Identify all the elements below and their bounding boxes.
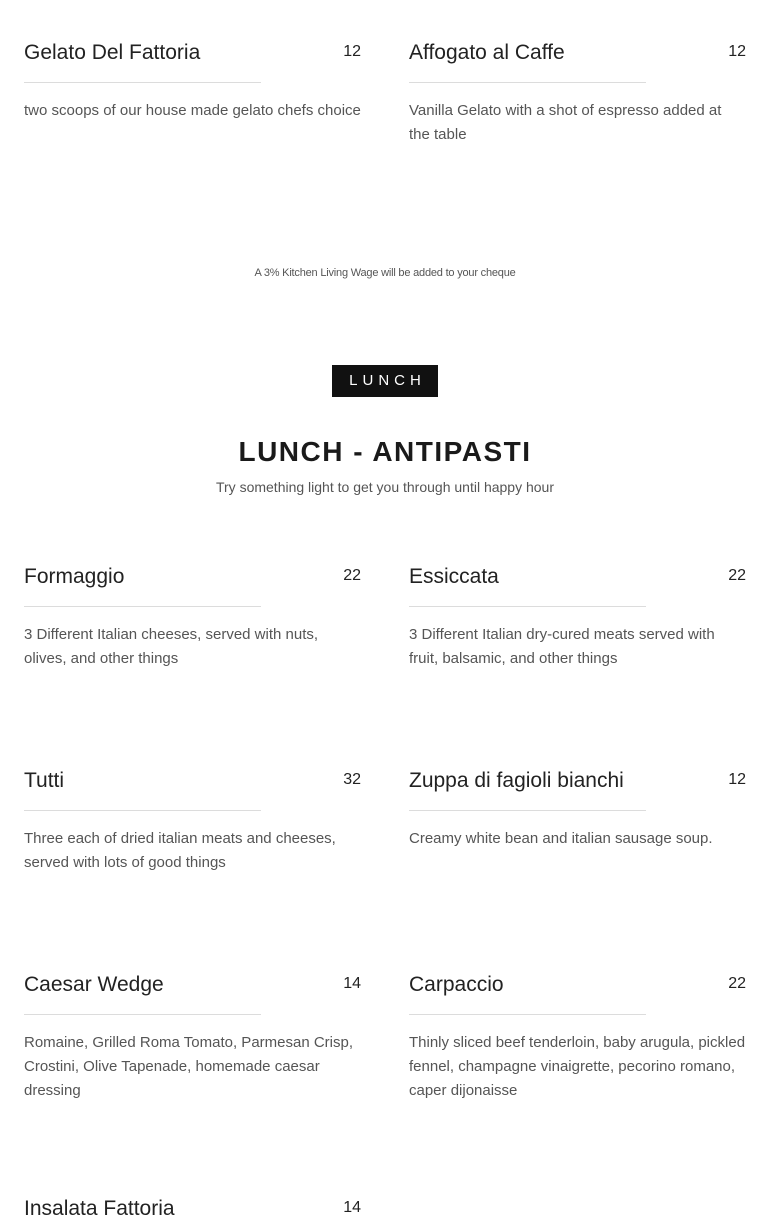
menu-item-name: Insalata Fattoria — [24, 1197, 175, 1220]
menu-item-price: 14 — [343, 1199, 361, 1216]
menu-item-name: Essiccata — [409, 565, 499, 588]
menu-item-gelato — [24, 38, 361, 123]
menu-item-price: 12 — [343, 43, 361, 60]
menu-item-divider — [24, 810, 261, 811]
menu-item-description: Thinly sliced beef tenderloin, baby arugula, pickled fennel, champagne vinaigrette, pecorino romano, caper dijonaisse — [409, 1034, 746, 1099]
menu-item-name: Affogato al Caffe — [409, 41, 565, 64]
menu-item-description: two scoops of our house made gelato chefs choice — [24, 102, 361, 119]
menu-item-caesar-wedge — [24, 970, 361, 1103]
menu-item-description: Creamy white bean and italian sausage soup. — [409, 830, 713, 847]
menu-item-divider — [409, 606, 646, 607]
menu-item-price: 22 — [728, 975, 746, 992]
menu-item-description: 3 Different Italian dry-cured meats served with fruit, balsamic, and other things — [409, 626, 715, 667]
menu-item-carpaccio — [409, 970, 746, 1103]
menu-item-price: 14 — [343, 975, 361, 992]
menu-item-name: Zuppa di fagioli bianchi — [409, 769, 624, 792]
menu-item-description: Romaine, Grilled Roma Tomato, Parmesan Crisp, Crostini, Olive Tapenade, homemade caesar dressing — [24, 1034, 354, 1099]
menu-item-name: Formaggio — [24, 565, 125, 588]
menu-item-divider — [24, 606, 261, 607]
menu-item-name: Tutti — [24, 769, 65, 792]
menu-item-formaggio — [24, 562, 361, 671]
menu-item-tutti — [24, 766, 361, 875]
menu-item-divider — [409, 82, 646, 83]
menu-item-divider — [24, 82, 261, 83]
menu-item-price: 12 — [728, 43, 746, 60]
living-wage-note: A 3% Kitchen Living Wage will be added to your cheque — [254, 267, 516, 279]
menu-item-essiccata — [409, 562, 746, 671]
menu-item-zuppa — [409, 766, 746, 851]
menu-item-name: Gelato Del Fattoria — [24, 41, 201, 64]
section-title: LUNCH - ANTIPASTI — [238, 436, 532, 467]
menu-item-insalata — [24, 1194, 361, 1224]
menu-item-divider — [409, 1014, 646, 1015]
menu-item-description: Vanilla Gelato with a shot of espresso added at the table — [409, 102, 722, 143]
menu-item-description: 3 Different Italian cheeses, served with nuts, olives, and other things — [24, 626, 319, 667]
menu-item-price: 12 — [728, 771, 746, 788]
menu-item-price: 22 — [343, 567, 361, 584]
menu-item-divider — [24, 1014, 261, 1015]
menu-item-price: 22 — [728, 567, 746, 584]
menu-badge-wrapper — [0, 365, 770, 397]
menu-item-divider — [409, 810, 646, 811]
menu-item-affogato — [409, 38, 746, 147]
section-subtitle: Try something light to get you through until happy hour — [215, 479, 555, 495]
menu-badge-lunch[interactable]: LUNCH — [332, 365, 438, 397]
menu-item-price: 32 — [343, 771, 361, 788]
menu-item-description: Three each of dried italian meats and cheeses, served with lots of good things — [24, 830, 336, 871]
menu-item-name: Carpaccio — [409, 973, 504, 996]
menu-item-name: Caesar Wedge — [24, 973, 164, 996]
